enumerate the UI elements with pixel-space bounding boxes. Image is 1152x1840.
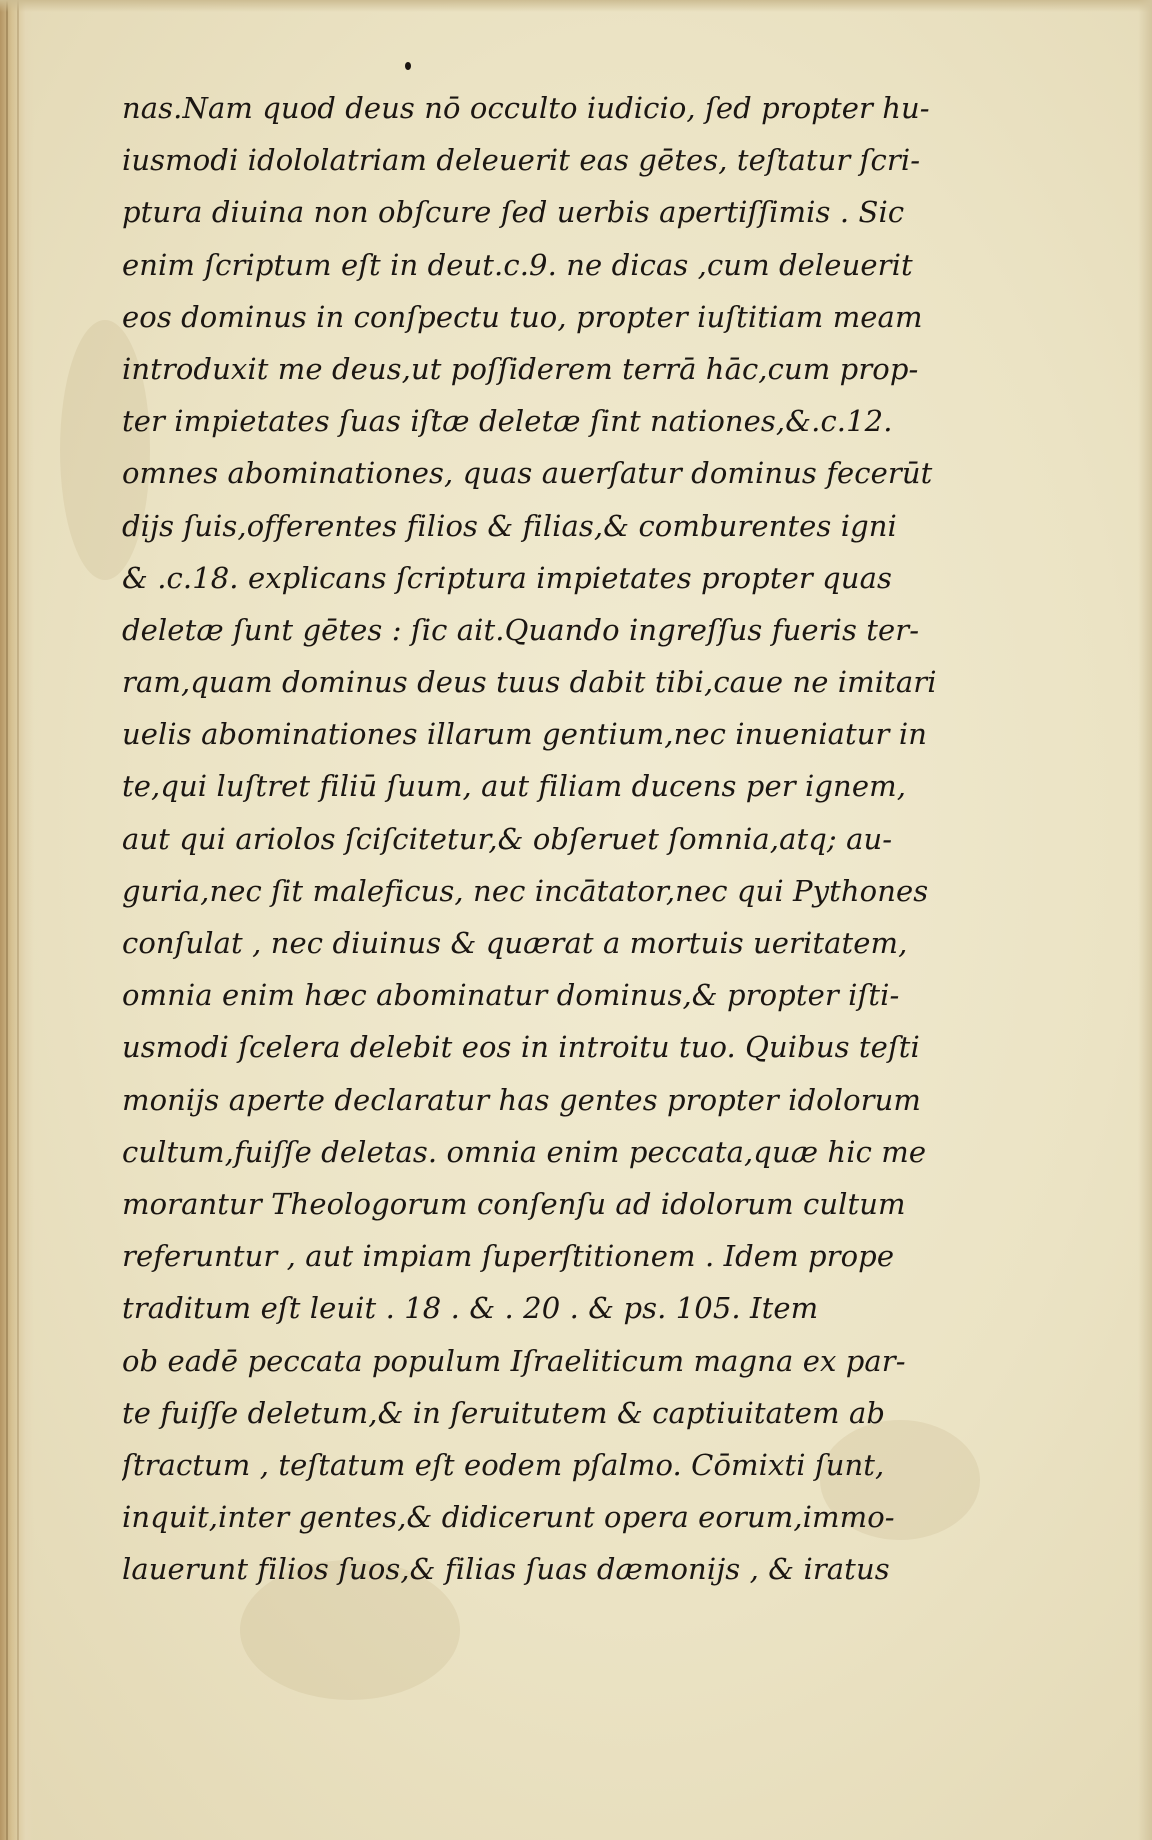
text-line: morantur Theologorum conſenſu ad idolorum cultum bbox=[122, 1186, 906, 1221]
text-line: deletæ ſunt gētes : ſic ait.Quando ingreſſus fueris ter- bbox=[122, 612, 920, 647]
page-top-edge bbox=[0, 0, 1152, 12]
text-line: eos dominus in conſpectu tuo, propter iuſtitiam meam bbox=[122, 299, 923, 334]
text-line: ſtractum , teſtatum eſt eodem pſalmo. Cōmixti ſunt, bbox=[122, 1447, 885, 1482]
text-line: referuntur , aut impiam ſuperſtitionem . Idem prope bbox=[122, 1239, 895, 1274]
text-line: uelis abominationes illarum gentium,nec inueniatur in bbox=[122, 717, 927, 752]
text-line: ter impietates ſuas iſtæ deletæ ſint nationes,&.c.12. bbox=[122, 404, 893, 439]
text-line: nas.Nam quod deus nō occulto iudicio, ſed propter hu- bbox=[122, 91, 930, 125]
text-line: te,qui luſtret filiū ſuum, aut filiam ducens per ignem, bbox=[122, 769, 907, 804]
page-right-edge bbox=[1138, 0, 1152, 1840]
text-line: conſulat , nec diuinus & quærat a mortuis ueritatem, bbox=[122, 926, 908, 960]
text-line: cultum,fuiſſe deletas. omnia enim peccata,quæ hic me bbox=[122, 1134, 927, 1169]
text-line: lauerunt filios ſuos,& filias ſuas dæmonijs , & iratus bbox=[122, 1552, 890, 1587]
text-line: & .c.18. explicans ſcriptura impietates propter quas bbox=[122, 560, 892, 595]
text-line: aut qui ariolos ſciſcitetur,& obſeruet ſomnia,atq; au- bbox=[122, 821, 893, 856]
text-line: dijs ſuis,offerentes filios & filias,& comburentes igni bbox=[122, 508, 897, 543]
text-line: te fuiſſe deletum,& in ſeruitutem & captiuitatem ab bbox=[122, 1395, 885, 1430]
text-line: omnia enim hæc abominatur dominus,& propter iſti- bbox=[122, 978, 900, 1013]
text-line: ram,quam dominus deus tuus dabit tibi,caue ne imitari bbox=[122, 665, 937, 700]
text-line: iusmodi idololatriam deleuerit eas gētes, teſtatur ſcri- bbox=[122, 143, 921, 178]
latin-text-block bbox=[122, 82, 962, 1595]
text-line: omnes abominationes, quas auerſatur dominus fecerūt bbox=[122, 456, 933, 491]
text-line: usmodi ſcelera delebit eos in introitu tuo. Quibus teſti bbox=[122, 1030, 920, 1065]
text-line: inquit,inter gentes,& didicerunt opera eorum,immo- bbox=[122, 1500, 895, 1535]
text-line: ob eadē peccata populum Iſraeliticum magna ex par- bbox=[122, 1343, 906, 1378]
text-line: introduxit me deus,ut poſſiderem terrā hāc,cum prop- bbox=[122, 351, 919, 386]
gutter-crease bbox=[17, 0, 19, 1840]
text-line: traditum eſt leuit . 18 . & . 20 . & ps. 105. Item bbox=[122, 1291, 819, 1326]
text-line: monijs aperte declaratur has gentes propter idolorum bbox=[122, 1082, 922, 1117]
text-line: ptura diuina non obſcure ſed uerbis apertiſſimis . Sic bbox=[122, 195, 905, 230]
ink-mark bbox=[405, 62, 411, 70]
text-line: enim ſcriptum eſt in deut.c.9. ne dicas ,cum deleuerit bbox=[122, 247, 913, 282]
gutter-crease bbox=[6, 0, 8, 1840]
text-line: guria,nec ſit maleficus, nec incātator,nec qui Pythones bbox=[122, 873, 929, 908]
